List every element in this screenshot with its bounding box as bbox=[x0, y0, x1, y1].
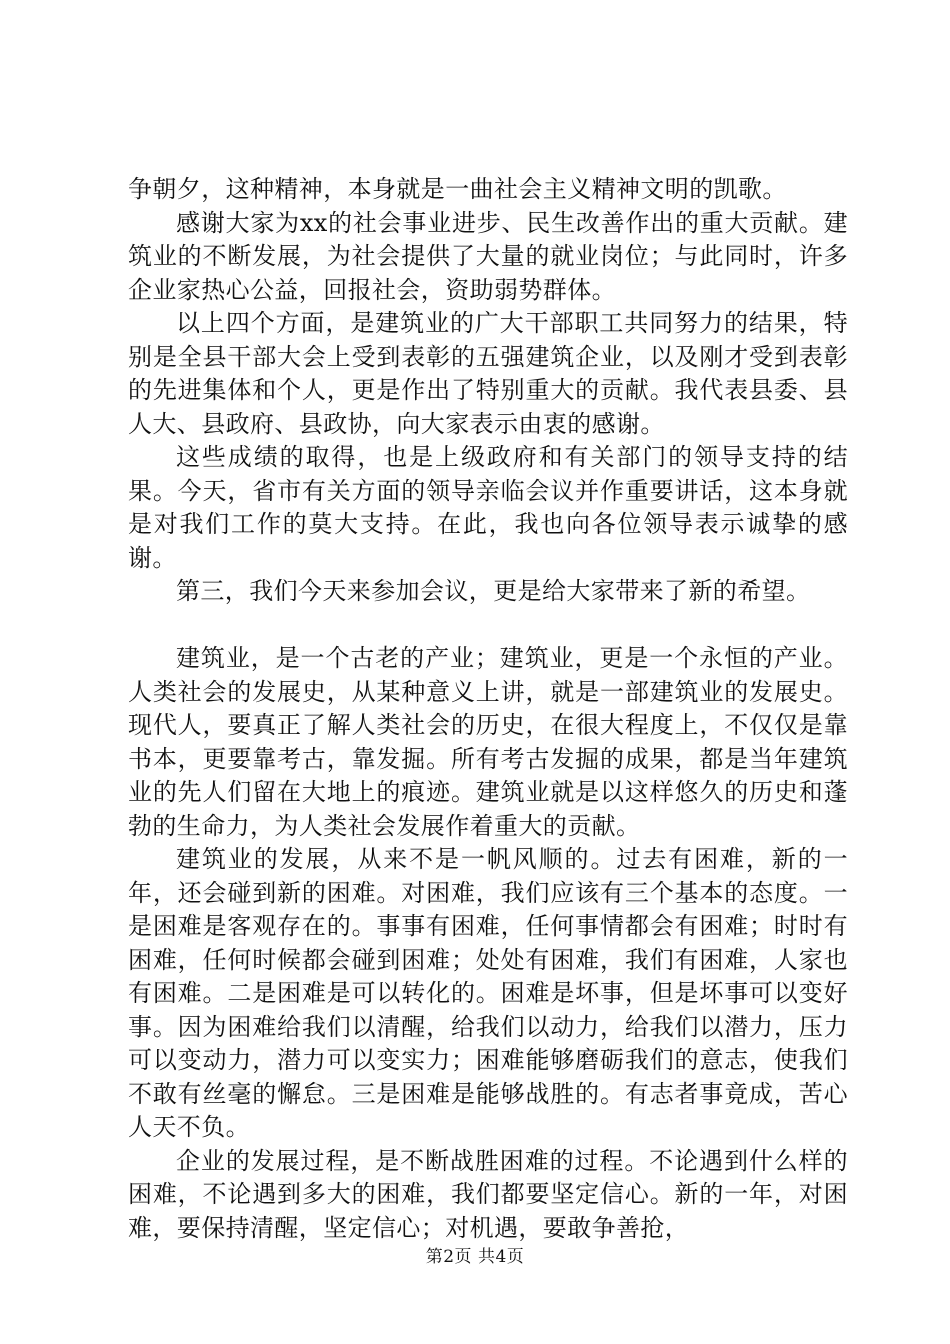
paragraph-third-point: 第三，我们今天来参加会议，更是给大家带来了新的希望。 bbox=[176, 577, 811, 605]
paragraph-continuation: 争朝夕，这种精神，本身就是一曲社会主义精神文明的凯歌。 bbox=[128, 175, 787, 203]
paragraph-leadership-support: 这些成绩的取得，也是上级政府和有关部门的领导支持的结果。今天，省市有关方面的领导亲临会议并作重要讲话，这本身就是对我们工作的莫大支持。在此，我也向各位领导表示诚挚的感谢。 bbox=[128, 443, 848, 572]
paragraph-enterprise-development: 企业的发展过程，是不断战胜困难的过程。不论遇到什么样的困难，不论遇到多大的困难，我们都要坚定信心。新的一年，对困难，要保持清醒，坚定信心；对机遇，要敢争善抢， bbox=[128, 1146, 848, 1242]
paragraph-thanks-contribution: 感谢大家为xx的社会事业进步、民生改善作出的重大贡献。建筑业的不断发展，为社会提供了大量的就业岗位；与此同时，许多企业家热心公益，回报社会，资助弱势群体。 bbox=[128, 208, 848, 304]
paragraph-construction-history: 建筑业，是一个古老的产业；建筑业，更是一个永恒的产业。人类社会的发展史，从某种意义上讲，就是一部建筑业的发展史。现代人，要真正了解人类社会的历史，在很大程度上，不仅仅是靠书本，更要靠考古，靠发掘。所有考古发掘的成果，都是当年建筑业的先人们留在大地上的痕迹。建筑业就是以这样悠久的历史和蓬勃的生命力，为人类社会发展作着重大的贡献。 bbox=[128, 644, 848, 840]
paragraph-spacer bbox=[128, 609, 848, 643]
document-body bbox=[128, 173, 848, 1245]
paragraph-difficulties: 建筑业的发展，从来不是一帆风顺的。过去有困难，新的一年，还会碰到新的困难。对困难，我们应该有三个基本的态度。一是困难是客观存在的。事事有困难，任何事情都会有困难；时时有困难，任何时候都会碰到困难；处处有困难，我们有困难，人家也有困难。二是困难是可以转化的。困难是坏事，但是坏事可以变好事。因为困难给我们以清醒，给我们以动力，给我们以潜力，压力可以变动力，潜力可以变实力；困难能够磨砺我们的意志，使我们不敢有丝毫的懈怠。三是困难是能够战胜的。有志者事竟成，苦心人天不负。 bbox=[128, 845, 848, 1141]
page-number-footer: 第2页 共4页 bbox=[425, 1247, 525, 1267]
paragraph-four-aspects: 以上四个方面，是建筑业的广大干部职工共同努力的结果，特别是全县干部大会上受到表彰的五强建筑企业，以及刚才受到表彰的先进集体和个人，更是作出了特别重大的贡献。我代表县委、县人大、县政府、县政协，向大家表示由衷的感谢。 bbox=[128, 309, 848, 438]
